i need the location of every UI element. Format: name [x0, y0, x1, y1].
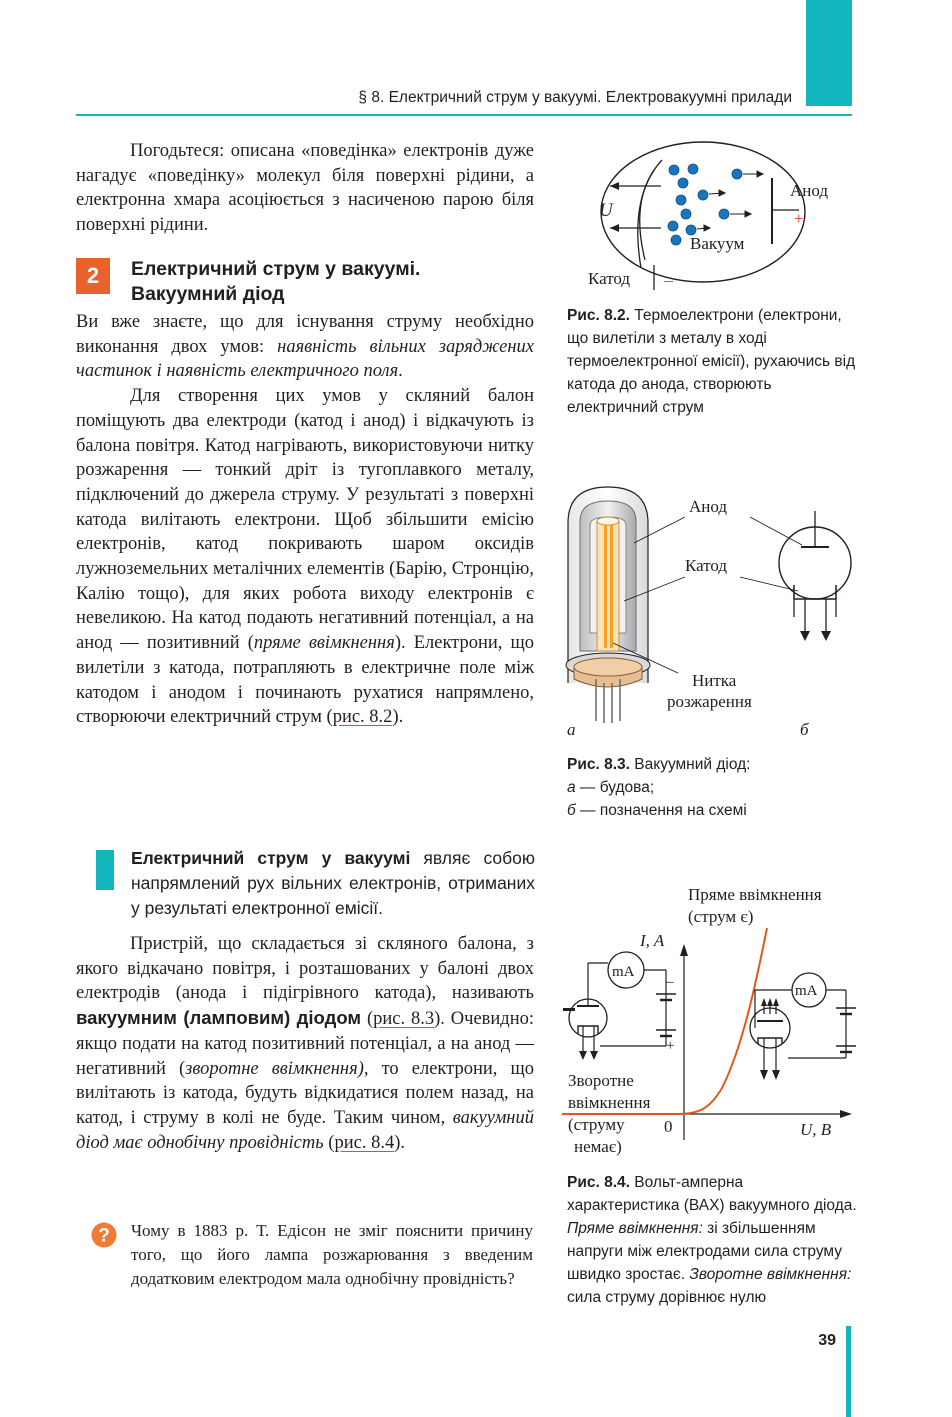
paragraph-diode-setup — [76, 384, 534, 730]
fig82-label-vacuum: Вакуум — [690, 234, 745, 253]
fig82-caption-num: Рис. 8.2. — [567, 307, 630, 324]
fig-8-3-caption — [567, 753, 857, 822]
fig-8-2-link[interactable]: рис. 8.2 — [332, 707, 393, 728]
body-text-2 — [76, 932, 534, 1155]
fig83-caption-b-letter: б — [567, 802, 576, 819]
fig-8-3-diagram — [560, 483, 860, 745]
intro-text: Погодьтеся: описана «поведінка» електронів дуже нагадує «поведінку» молекул біля поверхні рідини, а електронна хмара асоціюється з насиченою парою біля поверхні рідини. — [76, 141, 534, 236]
fig84-label-reverse1: Зворотне — [568, 1071, 634, 1090]
fig84-label-zero: 0 — [664, 1117, 673, 1136]
p2-text2: ). Електрони, що вилетіли з катода, потрапляють в електричне поле між катодом і анодом і починають рухатися напрямлено, створюючи електричний струм ( — [76, 633, 534, 728]
p1-text: Ви вже знаєте, що для існування струму необхідно виконання двох умов: — [76, 312, 534, 357]
fig84-caption-1: Вольт-амперна характеристика (ВАХ) вакуумного діода. — [567, 1174, 857, 1214]
fig-8-3-link[interactable]: рис. 8.3 — [373, 1009, 435, 1030]
definition-text: являє собою напрямлений рух вільних електронів, отриманих у результаті електронної емісії. — [131, 848, 536, 918]
fig82-label-cathode: Катод — [588, 269, 631, 288]
definition-box — [131, 846, 535, 921]
question-text: Чому в 1883 р. Т. Едісон не зміг пояснити причину того, що його лампа розжарювання з введеним додатковим електродом мала однобічну провідність? — [131, 1221, 533, 1288]
fig84-label-ma2: mA — [795, 983, 818, 999]
fig83-caption-num: Рис. 8.3. — [567, 756, 630, 773]
p3-text5: ( — [323, 1132, 335, 1153]
paragraph-conditions — [76, 310, 534, 384]
fig83-label-b: б — [800, 720, 809, 739]
definition-term: Електричний струм у вакуумі — [131, 848, 411, 868]
fig84-label-axis-u: U, B — [800, 1120, 832, 1139]
fig84-caption-num: Рис. 8.4. — [567, 1174, 630, 1191]
paragraph-diode-definition — [76, 932, 534, 1155]
intro-paragraph — [76, 139, 534, 238]
p3-text3: ). Очевидно: якщо подати на катод позитивний потенціал, а на анод — негативний ( — [76, 1009, 534, 1079]
fig84-caption-2: зі збільшенням напруги між електродами сила струму швидко зростає. — [567, 1220, 843, 1283]
p2-italic: пряме ввімкнення — [253, 633, 395, 654]
p2-text3: ). — [392, 707, 404, 728]
fig84-caption-3: сила струму дорівнює нулю — [567, 1289, 767, 1306]
fig84-label-forward1: Пряме ввімкнення — [688, 885, 822, 904]
fig83-caption-b: — позначення на схемі — [575, 802, 747, 819]
p2-text1: Для створення цих умов у скляний балон поміщують два електроди (катод і анод) і відкачують із балона повітря. Катод нагрівають, використовуючи нитку розжарення — тонкий дріт із тугоплавкого металу, підключений до джерела струму. У результаті з поверхні катода вилітають електрони. Щоб збільшити емісію електронів, катод покривають шаром оксидів лужноземельних металічних елементів (Барію, Стронцію, Калію тощо), для яких робота виходу електронів є невеликою. На катод подають негативний потенціал, а на анод — позитивний ( — [76, 386, 534, 654]
body-text — [76, 310, 534, 730]
question-icon — [91, 1222, 117, 1248]
page-number-bar — [846, 1326, 851, 1417]
fig82-label-u: U — [599, 200, 613, 221]
fig83-caption-a: — будова; — [575, 779, 655, 796]
p3-text1: Пристрій, що складається зі скляного балона, з якого відкачано повітря, і розташованих у балоні двох електродів (анода і підігрівного катода), називають — [76, 934, 534, 1004]
fig82-label-plus: + — [794, 209, 804, 228]
section-title-line1: Електричний струм у вакуумі. — [131, 258, 421, 280]
fig82-caption-text: Термоелектрони (електрони, що вилетіли з металу в ході термоелектронної емісії), рухаючись від катода до анода, створюють електричний струм — [567, 307, 856, 416]
definition-marker — [96, 850, 114, 890]
fig83-label-filament1: Нитка — [692, 671, 737, 690]
fig84-caption-italic2: Зворотне ввімкнення: — [689, 1266, 852, 1283]
p1-italic: наявність вільних заряджених частинок і наявність електричного поля — [76, 336, 534, 382]
fig83-caption-text: Вакуумний діод: — [629, 756, 751, 773]
fig84-label-reverse2: ввімкнення — [568, 1093, 651, 1112]
section-title-line2: Вакуумний діод — [131, 283, 285, 305]
fig83-label-filament2: розжарення — [667, 692, 752, 711]
fig84-label-axis-i: I, A — [640, 931, 665, 950]
fig-8-4-diagram — [560, 878, 865, 1163]
p3-term: вакуумним (ламповим) діодом — [76, 1007, 362, 1029]
fig83-label-anode: Анод — [689, 497, 728, 516]
fig-8-2-caption — [567, 304, 857, 419]
p3-italic1: зворотне ввімкнення) — [185, 1058, 364, 1079]
fig84-sign-plus: + — [666, 1038, 675, 1054]
p3-italic2: вакуумний діод має однобічну провідність — [76, 1107, 534, 1153]
fig83-label-cathode: Катод — [685, 556, 728, 575]
fig84-label-reverse3: (струму — [568, 1115, 625, 1134]
fig84-caption-italic1: Пряме ввімкнення: — [567, 1220, 703, 1237]
fig82-label-anode: Анод — [790, 181, 829, 200]
section-number-badge: 2 — [76, 258, 110, 294]
fig84-label-reverse4: немає) — [574, 1137, 622, 1156]
fig83-caption-a-letter: а — [567, 779, 576, 796]
p3-text6: ). — [394, 1132, 405, 1153]
corner-tab — [806, 0, 852, 106]
fig82-label-minus: – — [664, 270, 673, 290]
p3-text2: ( — [361, 1009, 374, 1030]
page-number: 39 — [818, 1332, 836, 1349]
section-title — [131, 257, 531, 307]
running-header: § 8. Електричний струм у вакуумі. Електровакуумні прилади — [358, 89, 792, 106]
p1-end: . — [398, 361, 403, 382]
fig83-label-a: а — [567, 720, 576, 739]
svg-text:?: ? — [98, 1225, 110, 1247]
fig84-label-forward2: (струм є) — [688, 907, 754, 926]
fig-8-4-link[interactable]: рис. 8.4 — [334, 1132, 395, 1153]
header-rule — [76, 114, 852, 116]
p3-text4: , то електрони, що вилітають із катода, будуть відкидатися полем назад, на катод, і струму в колі не буде. Таким чином, — [76, 1058, 534, 1128]
fig-8-4-caption — [567, 1171, 857, 1309]
fig-8-2-diagram — [585, 140, 860, 295]
fig84-sign-minus: – — [666, 974, 674, 990]
fig84-label-ma: mA — [612, 964, 635, 980]
